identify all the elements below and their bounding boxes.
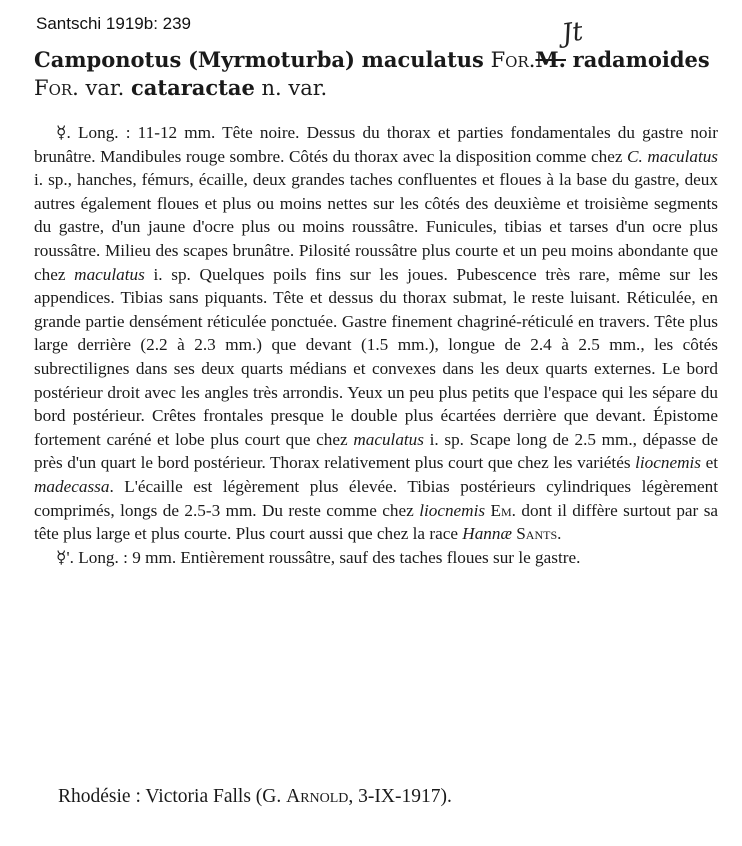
worker-paragraph: ☿. Long. : 11-12 mm. Tête noire. Dessus du thorax et parties fondamentales du gastre noir brunâtre. Mandibules rouge sombre. Côtés du thorax avec la disposition comme chez C. maculatus i. sp., hanches, fémurs, écaille, deux grandes taches confluentes et floues à la base du gastre, deux autres également floues et plus ou moins nettes sur les côtés des deuxième et troisième segments du gastre, d'un jaune d'ocre plus ou moins roussâtre. Funicules, tibias et tarses d'un ocre plus roussâtre. Milieu des scapes brunâtre. Pilosité roussâtre plus courte et un peu moins abondante que chez maculatus i. sp. Quelques poils fins sur les joues. Pubescence très rare, même sur les appendices. Tibias sans piquants. Tête et dessus du thorax submat, le reste luisant. Réticulée, en grande partie densément réticulée ponctuée. Gastre finement chagriné-réticulé en travers. Tête plus large derrière (2.2 à 2.3 mm.) que devant (1.5 mm.), longue de 2.4 à 2.5 mm., les côtés subrectilignes dans ses deux quarts médians et convexes dans les deux quarts externes. Le bord postérieur droit avec les angles très arrondis. Yeux un peu plus petits que l'espace qui les sépare du bord postérieur. Crêtes frontales presque le double plus écartées derrière que devant. Épistome fortement caréné et lobe plus court que chez maculatus i. sp. Scape long de 2.5 mm., dépasse de près d'un quart le bord postérieur. Thorax relativement plus court que chez les variétés liocnemis et madecassa. L'écaille est légèrement plus élevée. Tibias postérieurs cylindriques légèrement comprimés, longs de 2.5-3 mm. Du reste comme chez liocnemis Em. dont il diffère surtout par sa tête plus large et plus courte. Plus court aussi que chez la race Hannæ Sants. <box>34 123 719 544</box>
variety-name: cataractae <box>131 75 255 100</box>
minor-symbol: ☿'. <box>56 547 74 567</box>
citation-label: Santschi 1919b: 239 <box>36 14 192 33</box>
handwritten-note: Jt <box>560 16 585 50</box>
worker-symbol: ☿. <box>56 123 71 142</box>
locality-line: Rhodésie : Victoria Falls (G. Arnold, 3-IX-1917). <box>58 786 452 807</box>
taxon-title <box>34 46 724 102</box>
species: maculatus <box>361 47 484 72</box>
description-body <box>34 121 718 569</box>
collector-name: Arnold <box>286 786 349 807</box>
genus: Camponotus <box>34 47 182 72</box>
new-var-label: n. var. <box>261 76 328 100</box>
subspecies: radamoides <box>572 47 710 72</box>
struck-abbreviation: M. <box>535 47 566 72</box>
var-word: var. <box>85 76 125 100</box>
subgenus: (Myrmoturba) <box>188 47 355 72</box>
subspecies-author: For. <box>34 76 79 100</box>
minor-paragraph: ☿'. Long. : 9 mm. Entièrement roussâtre, sauf des taches floues sur le gastre. <box>56 547 581 567</box>
species-author: For. <box>490 48 536 72</box>
